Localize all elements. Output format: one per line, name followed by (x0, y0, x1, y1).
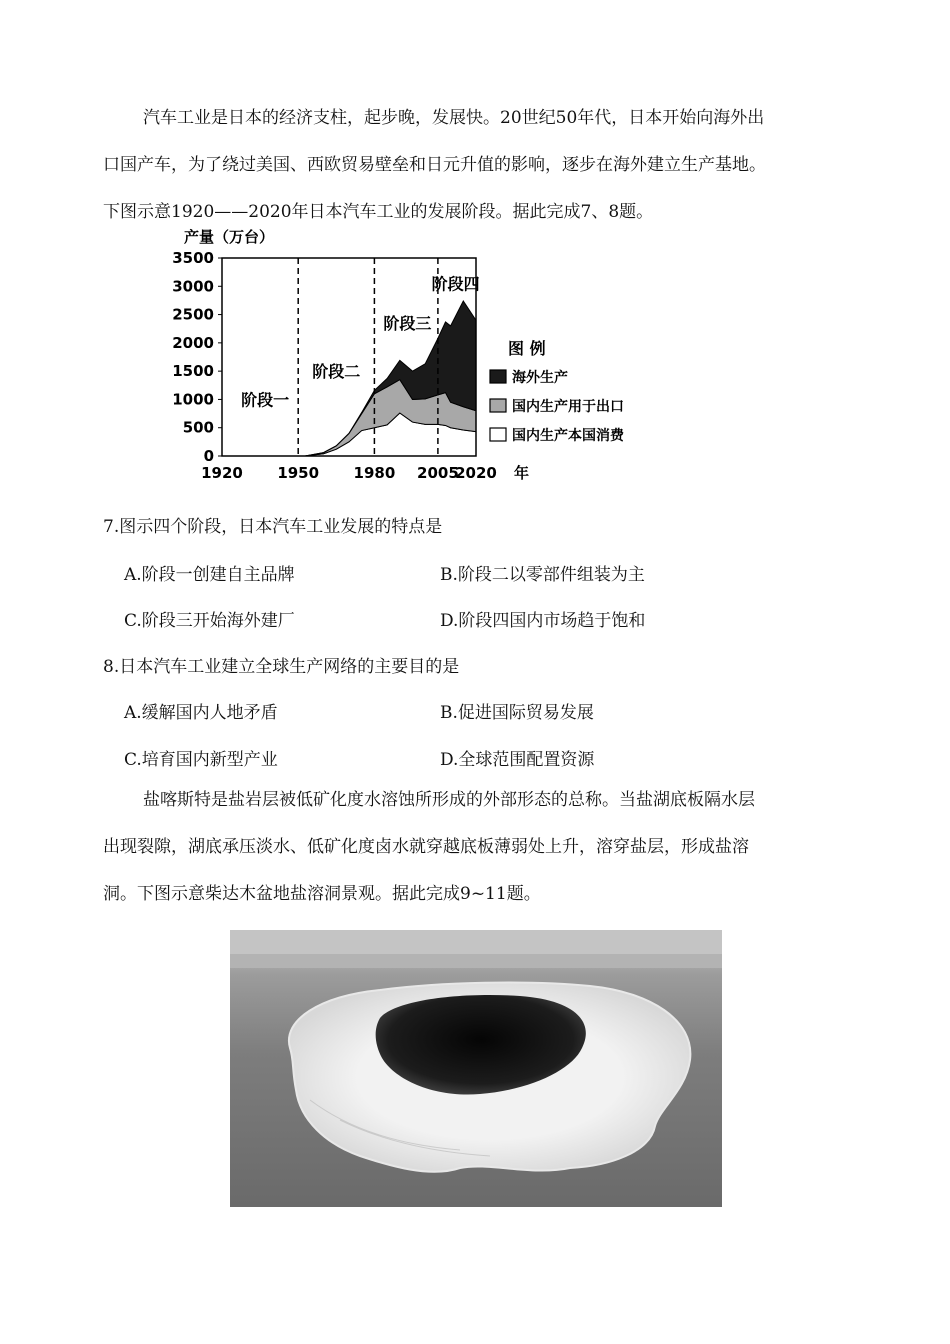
x-tick-label: 2005 (417, 464, 459, 482)
y-tick-label: 2500 (172, 305, 214, 324)
x-axis-unit: 年 (514, 464, 530, 482)
intro-2-line-1: 盐喀斯特是盐岩层被低矿化度水溶蚀所形成的外部形态的总称。当盐湖底板隔水层 (143, 790, 755, 810)
salt-karst-illustration (230, 930, 722, 1207)
intro-2-line-2: 出现裂隙，湖底承压淡水、低矿化度卤水就穿越底板薄弱处上升，溶穿盐层，形成盐溶 (103, 837, 749, 857)
legend-swatch (490, 428, 506, 441)
x-tick-label: 1950 (277, 464, 320, 482)
y-tick-label: 2000 (172, 333, 214, 352)
intro-paragraph-2 (103, 777, 863, 918)
y-tick-label: 3000 (172, 277, 214, 296)
y-tick-label: 1500 (172, 362, 214, 381)
question-8-stem: 8.日本汽车工业建立全球生产网络的主要目的是 (103, 657, 460, 677)
q7-option-a[interactable]: A.阶段一创建自主品牌 (124, 565, 295, 585)
y-axis-label: 产量（万台） (184, 228, 275, 246)
y-tick-label: 500 (182, 418, 214, 437)
intro-1-line-3: 下图示意1920——2020年日本汽车工业的发展阶段。据此完成7、8题。 (103, 202, 654, 222)
legend-label: 国内生产本国消费 (512, 428, 624, 444)
intro-1-line-2: 口国产车，为了绕过美国、西欧贸易壁垒和日元升值的影响，逐步在海外建立生产基地。 (103, 155, 766, 175)
stage-label: 阶段四 (431, 274, 480, 294)
legend-swatch (490, 399, 506, 412)
legend-swatch (490, 370, 506, 383)
production-chart (170, 222, 640, 492)
question-7-stem: 7.图示四个阶段，日本汽车工业发展的特点是 (103, 517, 443, 537)
q8-option-a[interactable]: A.缓解国内人地矛盾 (124, 703, 278, 723)
y-tick-label: 0 (203, 447, 214, 465)
intro-1-line-1: 汽车工业是日本的经济支柱，起步晚，发展快。20世纪50年代，日本开始向海外出 (143, 108, 765, 128)
stage-label: 阶段一 (241, 390, 290, 410)
x-tick-label: 1980 (353, 464, 396, 482)
stage-label: 阶段二 (312, 362, 361, 382)
x-tick-label: 1920 (201, 464, 243, 482)
y-tick-label: 3500 (172, 249, 214, 267)
q7-option-c[interactable]: C.阶段三开始海外建厂 (124, 611, 295, 631)
q7-option-d[interactable]: D.阶段四国内市场趋于饱和 (440, 611, 646, 631)
q8-option-c[interactable]: C.培育国内新型产业 (124, 750, 278, 770)
intro-paragraph-1 (103, 95, 863, 236)
legend-title: 图 例 (508, 339, 546, 358)
legend-label: 海外生产 (512, 370, 568, 386)
y-tick-label: 1000 (172, 390, 214, 409)
q8-option-b[interactable]: B.促进国际贸易发展 (440, 703, 594, 723)
stage-label: 阶段三 (383, 314, 432, 334)
legend-label: 国内生产用于出口 (512, 399, 624, 415)
x-tick-label: 2020 (455, 464, 497, 482)
intro-2-line-3: 洞。下图示意柴达木盆地盐溶洞景观。据此完成9~11题。 (103, 884, 541, 904)
q8-option-d[interactable]: D.全球范围配置资源 (440, 750, 595, 770)
salt-karst-photo (230, 930, 722, 1207)
q7-option-b[interactable]: B.阶段二以零部件组装为主 (440, 565, 645, 585)
